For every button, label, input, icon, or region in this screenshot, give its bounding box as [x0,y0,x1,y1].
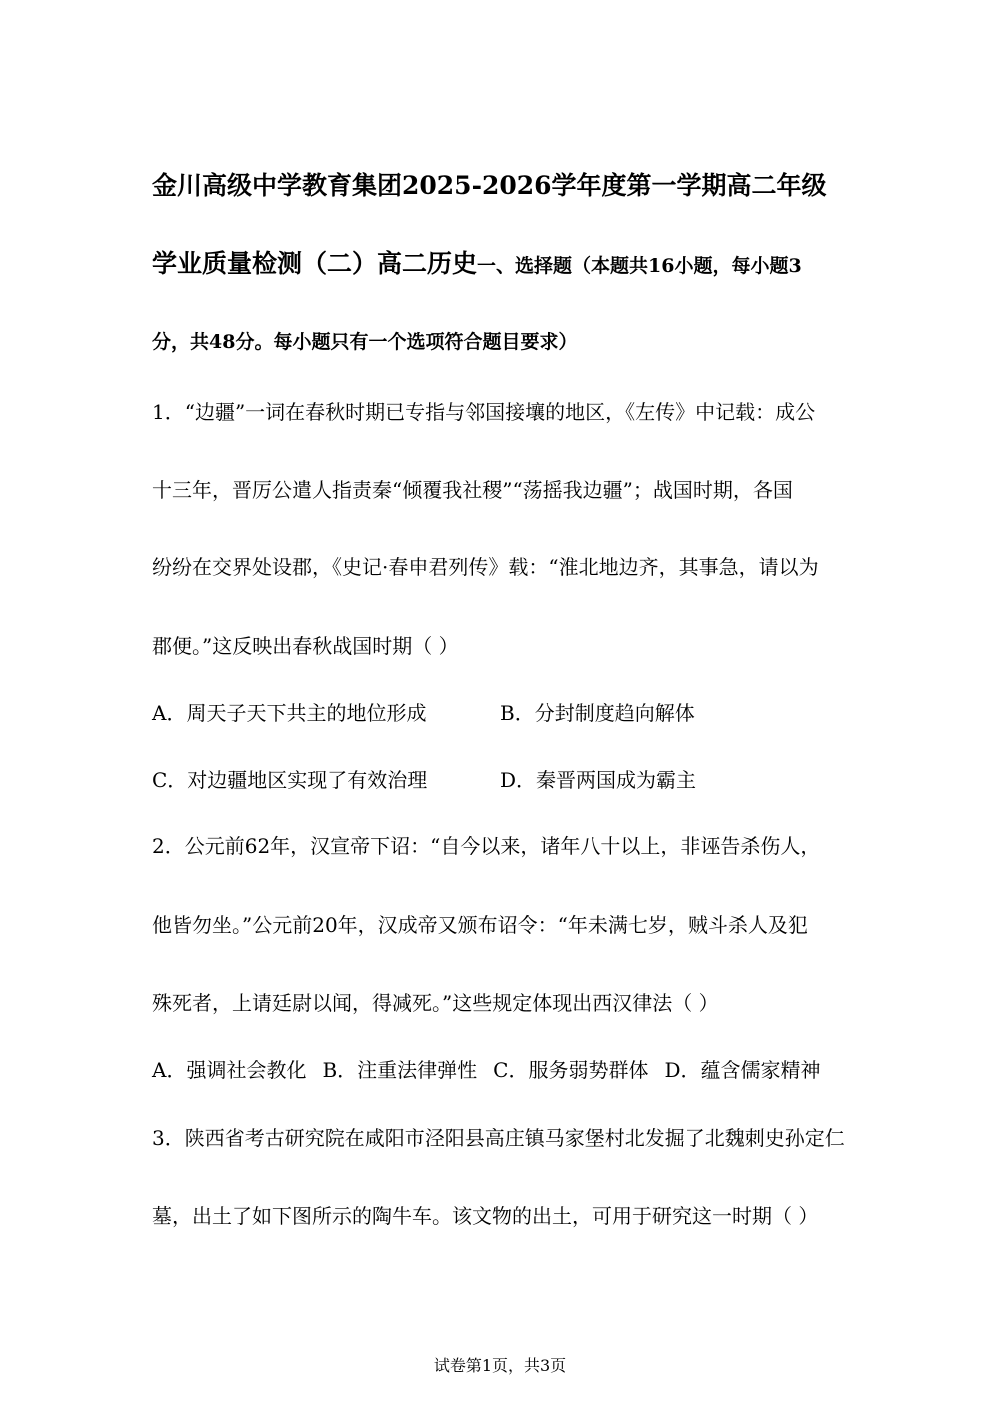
question-1-option-d: D．秦晋两国成为霸主 [500,768,697,792]
question-2-option-c: C．服务弱势群体 [493,1058,649,1082]
question-2-line-2: 他皆勿坐。”公元前20年，汉成帝又颁布诏令：“年未满七岁，贼斗杀人及犯 [152,913,808,937]
question-2-option-a: A．强调社会教化 [152,1058,307,1082]
question-2-option-b: B．注重法律弹性 [322,1058,478,1082]
question-1-line-4: 郡便。”这反映出春秋战国时期（ ） [152,634,459,658]
question-2-options [152,1057,821,1083]
section-intro-part-1: 一、选择题（本题共16小题，每小题3 [477,255,802,277]
question-2-line-3: 殊死者，上请廷尉以闻，得减死。”这些规定体现出西汉律法（ ） [152,991,719,1015]
question-1-option-b: B．分封制度趋向解体 [500,701,695,725]
question-1-option-a: A．周天子天下共主的地位形成 [152,701,427,725]
question-1-option-c: C．对边疆地区实现了有效治理 [152,768,428,792]
title-line-2 [152,248,802,280]
section-intro-part-2: 分，共48分。每小题只有一个选项符合题目要求） [152,331,578,353]
question-1-line-2: 十三年，晋厉公遣人指责秦“倾覆我社稷”“荡摇我边疆”；战国时期，各国 [152,478,793,502]
title-line-2-main: 学业质量检测（二）高二历史 [152,249,478,278]
question-3-line-2: 墓，出土了如下图所示的陶牛车。该文物的出土，可用于研究这一时期（ ） [152,1204,819,1228]
question-1-line-3: 纷纷在交界处设郡，《史记·春申君列传》载：“淮北地边齐，其事急，请以为 [152,555,819,579]
page-footer: 试卷第1页，共3页 [433,1356,567,1375]
question-2-option-d: D．蕴含儒家精神 [664,1058,821,1082]
question-3-line-1: 3．陕西省考古研究院在咸阳市泾阳县高庄镇马家堡村北发掘了北魏刺史孙定仁 [152,1126,845,1150]
title-line-1: 金川高级中学教育集团2025-2026学年度第一学期高二年级 [152,171,827,200]
question-1-line-1: 1．“边疆”一词在春秋时期已专指与邻国接壤的地区，《左传》中记载：成公 [152,400,816,424]
question-2-line-1: 2．公元前62年，汉宣帝下诏：“自今以来，诸年八十以上，非诬告杀伤人， [152,834,821,858]
